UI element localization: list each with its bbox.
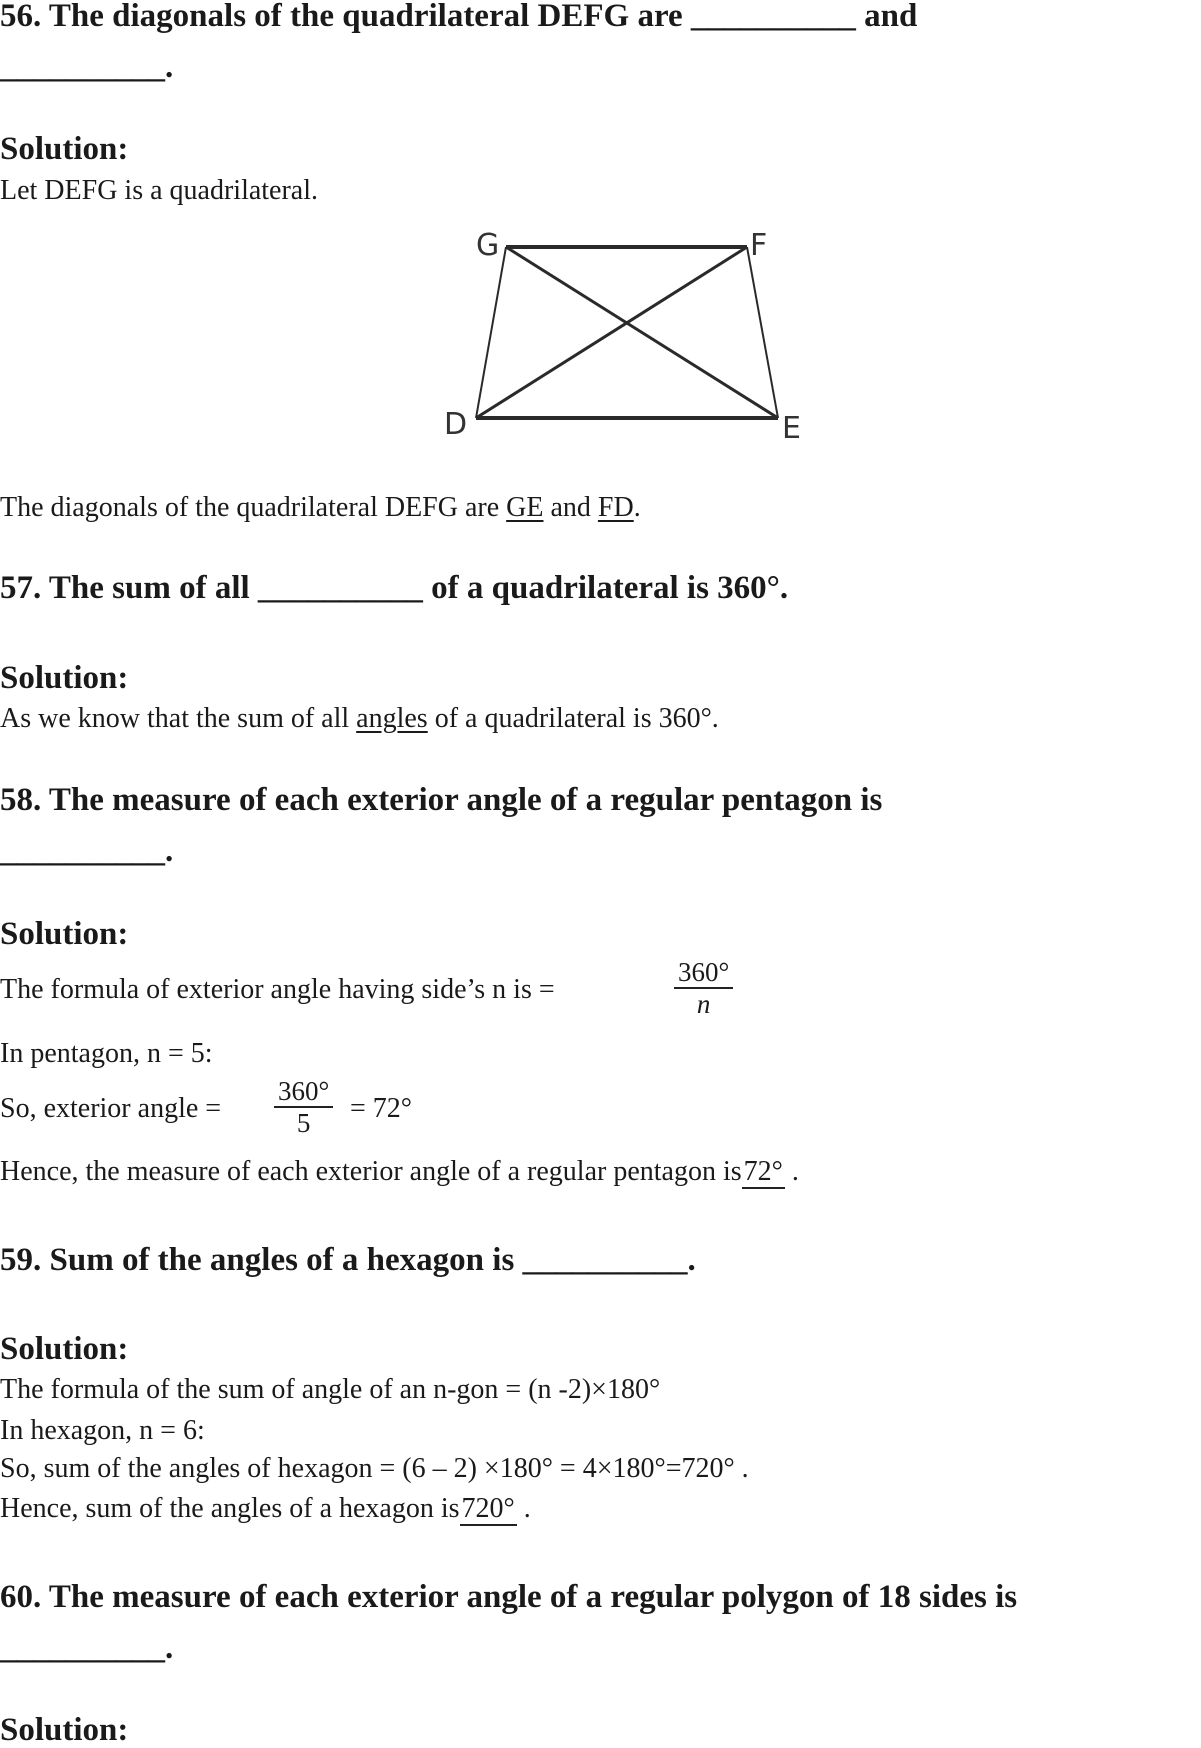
question-59: 59. Sum of the angles of a hexagon is __________. [0,1242,696,1278]
fraction-360-over-n [674,957,733,1019]
fraction-numerator: 360° [274,1076,333,1108]
q58-formula-text: The formula of exterior angle having side’s n is = [0,974,555,1005]
fraction-numerator: 360° [674,957,733,989]
side-ef [747,247,778,418]
conclusion-text: . [791,1156,799,1187]
fraction-denominator: n [696,989,711,1019]
q58-conclusion [0,1154,799,1190]
diagonal-ge [506,247,778,418]
answer-ge: GE [506,492,544,523]
conclusion-text: Hence, sum of the angles of a hexagon is [0,1493,460,1524]
answer-text: . [633,492,641,523]
q57-answer [0,701,719,737]
solution-heading: Solution: [0,916,129,952]
q59-step1: In hexagon, n = 6: [0,1415,205,1446]
fraction-denominator: 5 [296,1108,311,1138]
quadrilateral-defg-diagram [430,215,830,455]
solution-heading: Solution: [0,131,129,167]
question-58-line1: 58. The measure of each exterior angle of a regular pentagon is [0,782,883,818]
q56-intro: Let DEFG is a quadrilateral. [0,175,319,206]
answer-text: As we know that the sum of all [0,703,357,734]
side-dg [476,247,506,418]
conclusion-text: Hence, the measure of each exterior angle of a regular pentagon is [0,1156,742,1187]
q58-step2-result: = 72° [350,1093,412,1124]
q58-step1: In pentagon, n = 5: [0,1038,213,1069]
answer-angles: angles [356,703,428,734]
solution-heading: Solution: [0,660,129,696]
fraction-360-over-5 [274,1076,333,1138]
answer-fd: FD [597,492,634,523]
answer-text: and [543,492,598,523]
answer-text: of a quadrilateral is 360°. [427,703,719,734]
question-60-line2: __________. [0,1630,174,1666]
vertex-label-d: D [444,407,468,442]
vertex-label-g: G [476,228,500,263]
q59-step2: So, sum of the angles of hexagon = (6 – 2) ×180° = 4×180°=720° . [0,1453,749,1484]
question-56-line1: 56. The diagonals of the quadrilateral DEFG are __________ and [0,0,918,34]
question-60-line1: 60. The measure of each exterior angle of a regular polygon of 18 sides is [0,1579,1018,1615]
q58-step2-pre: So, exterior angle = [0,1093,222,1124]
answer-720-degrees: 720° [461,1493,515,1524]
solution-heading: Solution: [0,1331,129,1367]
solution-heading: Solution: [0,1712,129,1748]
q56-answer [0,490,641,526]
conclusion-text: . [523,1493,531,1524]
vertex-label-f: F [750,228,768,263]
question-56-line2: __________. [0,49,174,85]
answer-72-degrees: 72° [743,1156,783,1187]
answer-text: The diagonals of the quadrilateral DEFG are [0,492,507,523]
question-58-line2: __________. [0,833,174,869]
q59-formula: The formula of the sum of angle of an n-gon = (n -2)×180° [0,1374,661,1405]
q59-conclusion [0,1491,531,1527]
diagonal-fd [476,247,747,418]
question-57: 57. The sum of all __________ of a quadrilateral is 360°. [0,570,789,606]
vertex-label-e: E [782,411,801,446]
